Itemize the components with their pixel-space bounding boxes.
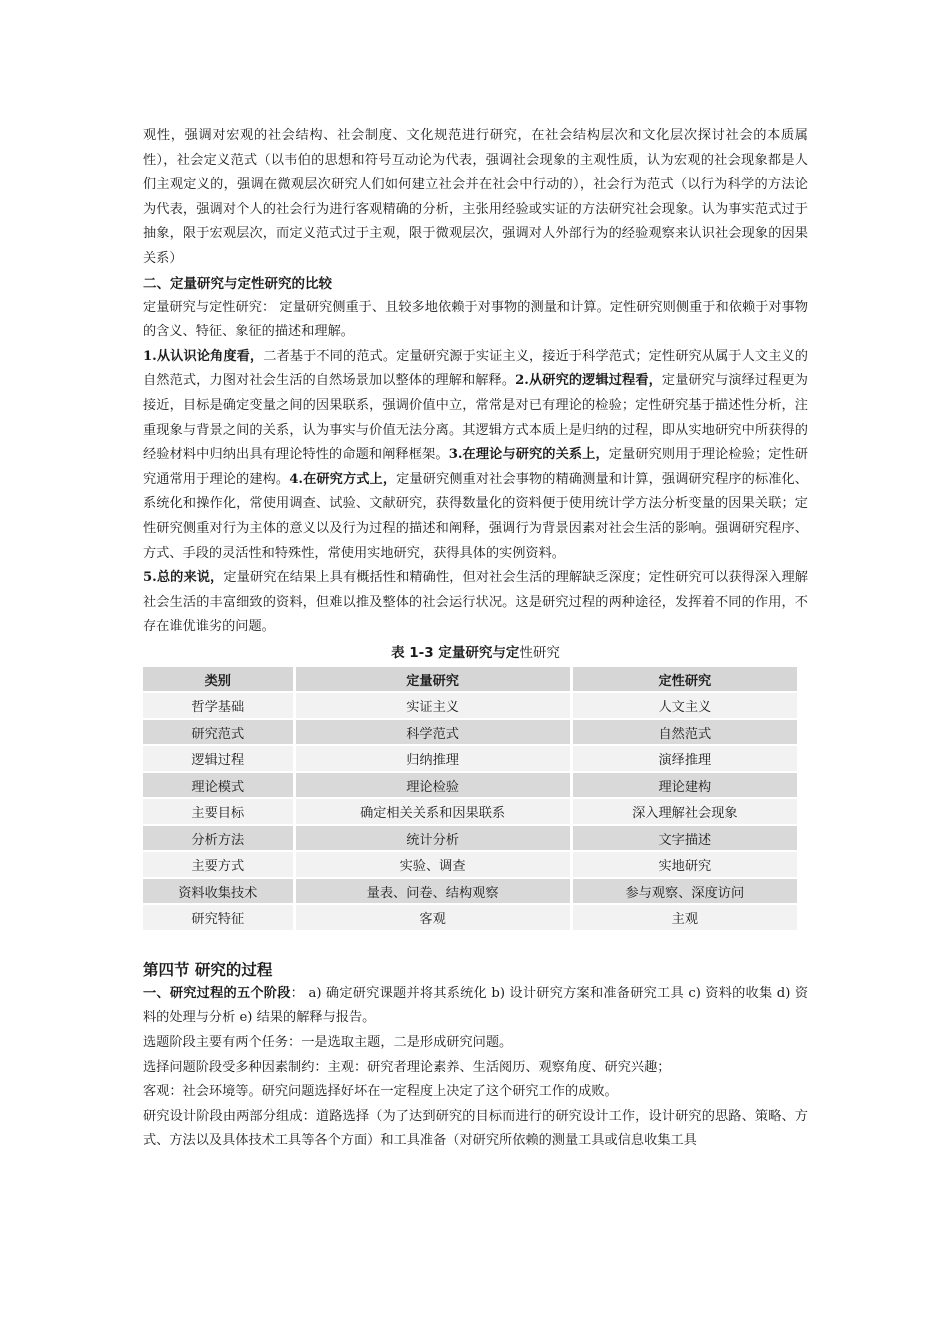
table-cell: 理论模式 [143,773,293,798]
table-cell: 理论建构 [573,773,797,798]
table-cell: 资料收集技术 [143,879,293,904]
table-cell: 逻辑过程 [143,746,293,771]
paragraph-constraints-objective: 客观：社会环境等。研究问题选择好坏在一定程度上决定了这个研究工作的成败。 [143,1084,618,1100]
table-row [143,826,797,851]
caption-rest: 性研究 [519,644,560,661]
point-3-text: 定量研究则用于理论检验；定性研究通常用于理论的建构。 [143,447,808,487]
table-row [143,879,797,904]
section-title: 第四节 研究的过程 [143,960,273,979]
paragraph-definition [143,296,808,345]
point-4-label: 4.在研究方式上， [289,471,397,487]
paragraph-stages [143,982,808,1031]
table-caption [143,642,808,664]
table-cell: 确定相关关系和因果联系 [296,799,570,824]
caption-bold: 表 1-3 定量研究与定 [391,644,520,661]
point-3-label: 3.在理论与研究的关系上， [448,447,609,463]
table-cell: 研究范式 [143,720,293,745]
point-5-label: 5.总的来说， [143,570,224,586]
table-row [143,693,797,718]
stages-text: a) 确定研究课题并将其系统化 b) 设计研究方案和准备研究工具 c) 资料的收集 d) 资料的处理与分析 e) 结果的解释与报告。 [143,985,809,1026]
paragraph-constraints-subjective: 选择问题阶段受多种因素制约：主观：研究者理论素养、生活阅历、观察角度、研究兴趣； [143,1059,671,1075]
table-row [143,746,797,771]
table-cell: 实验、调查 [296,852,570,877]
table-row [143,852,797,877]
paragraph-research-design: 研究设计阶段由两部分组成：道路选择（为了达到研究的目标而进行的研究设计工作，设计研究的思路、策略、方式、方法以及具体技术工具等各个方面）和工具准备（对研究所依赖的测量工具或信息收集工具 [143,1108,808,1149]
comparison-table [140,665,800,932]
paragraph-summary [143,566,808,640]
table-cell: 统计分析 [296,826,570,851]
stages-label: 一、研究过程的五个阶段 [143,985,291,1001]
table-row [143,720,797,745]
table-cell: 实证主义 [296,693,570,718]
table-cell: 参与观察、深度访问 [573,879,797,904]
table-cell: 实地研究 [573,852,797,877]
table-cell: 客观 [296,905,570,930]
point-4-text: 定量研究侧重对社会事物的精确测量和计算，强调研究程序的标准化、系统化和操作化，常使用调查、试验、文献研究，获得数量化的资料便于使用统计学方法分析变量的因果关联；定性研究侧重对行为主体的意义以及行为过程的描述和阐释，强调行为背景因素对社会生活的影响。强调研究程序、方式、手段的灵活性和特殊性，常使用实地研究，获得具体的实例资料。 [143,471,808,561]
table-row [143,799,797,824]
table-cell: 主观 [573,905,797,930]
definition-text: 定量研究侧重于、且较多地依赖于对事物的测量和计算。定性研究则侧重于和依赖于对事物的含义、特征、象征的描述和理解。 [143,299,808,340]
paragraph-comparison-points [143,345,808,566]
header-qualitative: 定性研究 [573,667,797,692]
header-category: 类别 [143,667,293,692]
table-cell: 科学范式 [296,720,570,745]
table-cell: 深入理解社会现象 [573,799,797,824]
paragraph-topic-selection: 选题阶段主要有两个任务：一是选取主题，二是形成研究问题。 [143,1035,513,1051]
table-cell: 人文主义 [573,693,797,718]
table-cell: 研究特征 [143,905,293,930]
table-cell: 分析方法 [143,826,293,851]
table-cell: 演绎推理 [573,746,797,771]
table-cell: 主要方式 [143,852,293,877]
stages-colon: ： [290,985,305,1001]
table-header-row [143,667,797,692]
table-cell: 哲学基础 [143,693,293,718]
table-cell: 文字描述 [573,826,797,851]
point-2-text: 定量研究与演绎过程更为接近，目标是确定变量之间的因果联系，强调价值中立，常常是对已有理论的检验；定性研究基于描述性分析，注重现象与背景之间的关系，认为事实与价值无法分离。其逻辑方式本质上是归纳的过程，即从实地研究中所获得的经验材料中归纳出具有理论特性的命题和阐释框架。 [143,373,808,463]
point-1-label: 1.从认识论角度看， [143,348,264,364]
table-row [143,905,797,930]
document-page [143,124,808,1154]
header-quantitative: 定量研究 [296,667,570,692]
table-cell: 主要目标 [143,799,293,824]
table-cell: 归纳推理 [296,746,570,771]
heading-comparison: 二、定量研究与定性研究的比较 [143,275,332,292]
definition-label: 定量研究与定性研究： [143,299,276,315]
paragraph-paradigms: 观性，强调对宏观的社会结构、社会制度、文化规范进行研究，在社会结构层次和文化层次探讨社会的本质属性），社会定义范式（以韦伯的思想和符号互动论为代表，强调社会现象的主观性质，认为宏观的社会现象都是人们主观定义的，强调在微观层次研究人们如何建立社会并在社会中行动的），社会行为范式（以行为科学的方法论为代表，强调对个人的社会行为进行客观精确的分析，主张用经验或实证的方法研究社会现象。认为事实范式过于抽象，限于宏观层次，而定义范式过于主观，限于微观层次，强调对人外部行为的经验观察来认识社会现象的因果关系） [143,128,808,266]
table-cell: 量表、问卷、结构观察 [296,879,570,904]
point-2-label: 2.从研究的逻辑过程看， [515,373,662,389]
table-cell: 自然范式 [573,720,797,745]
table-row [143,773,797,798]
point-1-text: 二者基于不同的范式。定量研究源于实证主义，接近于科学范式；定性研究从属于人文主义的自然范式，力图对社会生活的自然场景加以整体的理解和解释。 [143,348,808,389]
table-cell: 理论检验 [296,773,570,798]
point-5-text: 定量研究在结果上具有概括性和精确性，但对社会生活的理解缺乏深度；定性研究可以获得深入理解社会生活的丰富细致的资料，但难以推及整体的社会运行状况。这是研究过程的两种途径，发挥着不同的作用，不存在谁优谁劣的问题。 [143,570,808,635]
